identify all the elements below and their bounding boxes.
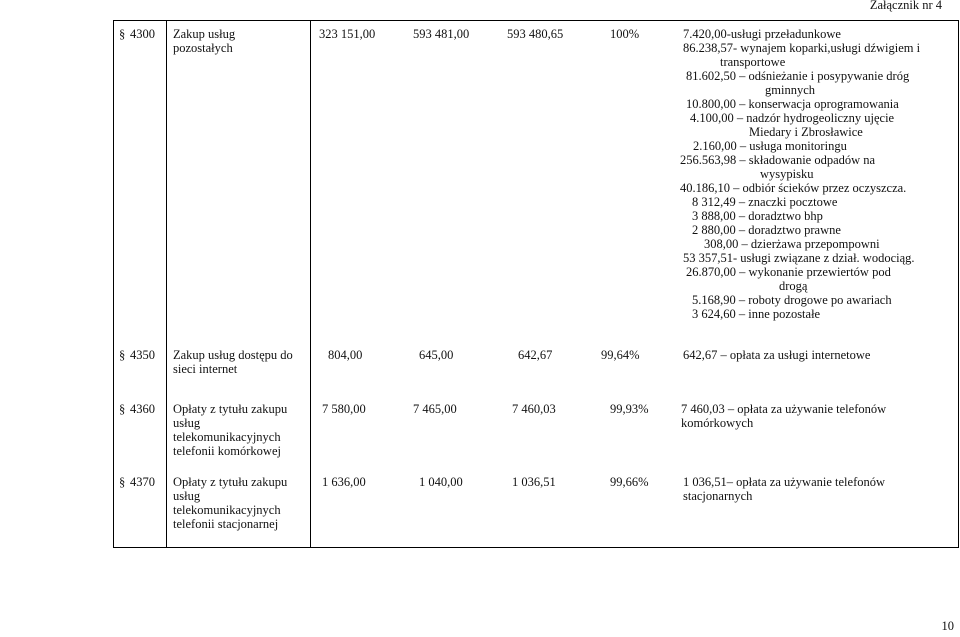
detail-line: 2.160,00 – usługa monitoringu [693, 139, 847, 153]
row-percent: 99,66% [610, 475, 649, 489]
row-percent: 100% [610, 27, 640, 41]
detail-line: 3 624,60 – inne pozostałe [692, 307, 821, 321]
detail-line: 308,00 – dzierżawa przepompowni [704, 237, 880, 251]
annex-label: Załącznik nr 4 [869, 0, 942, 12]
row-name: Zakup usług dostępu do sieci internet [173, 348, 293, 376]
detail-line: 642,67 – opłata za usługi internetowe [683, 348, 871, 362]
table-top-border [113, 20, 959, 21]
row-code: 4300 [130, 27, 155, 41]
row-name: Zakup usług pozostałych [173, 27, 236, 55]
row-after-changes: 645,00 [419, 348, 454, 362]
detail-line: 2 880,00 – doradztwo prawne [692, 223, 841, 237]
table-left-border [113, 20, 114, 548]
detail-line: 40.186,10 – odbiór ścieków przez oczyszcza. [680, 181, 907, 195]
row-after-changes: 1 040,00 [419, 475, 463, 489]
row-plan: 7 580,00 [322, 402, 366, 416]
page-number: 10 [941, 619, 954, 633]
row-marker: § [119, 27, 126, 41]
detail-line: 1 036,51– opłata za używanie telefonów [683, 475, 886, 489]
table-bottom-border [113, 547, 959, 548]
row-plan: 804,00 [328, 348, 363, 362]
row-after-changes: 7 465,00 [413, 402, 457, 416]
row-executed: 1 036,51 [512, 475, 556, 489]
row-marker: § [119, 402, 126, 416]
row-marker: § [119, 475, 126, 489]
row-marker: § [119, 348, 126, 362]
column-divider-2 [310, 20, 311, 548]
detail-line: 7.420,00-usługi przeładunkowe [683, 27, 841, 41]
detail-line: drogą [779, 279, 808, 293]
detail-line: gminnych [765, 83, 815, 97]
row-name: Opłaty z tytułu zakupu usług telekomunikacyjnych telefonii stacjonarnej [173, 475, 288, 531]
detail-line: 8 312,49 – znaczki pocztowe [692, 195, 838, 209]
detail-line: stacjonarnych [683, 489, 753, 503]
detail-line: 86.238,57- wynajem koparki,usługi dźwigiem i [683, 41, 921, 55]
detail-line: 4.100,00 – nadzór hydrogeoliczny ujęcie [690, 111, 895, 125]
row-executed: 593 480,65 [507, 27, 564, 41]
detail-line: Miedary i Zbrosławice [749, 125, 863, 139]
column-divider-1 [166, 20, 167, 548]
row-code: 4370 [130, 475, 155, 489]
detail-line: 81.602,50 – odśnieżanie i posypywanie dróg [686, 69, 910, 83]
detail-line: komórkowych [681, 416, 754, 430]
detail-line: 7 460,03 – opłata za używanie telefonów [681, 402, 887, 416]
row-percent: 99,93% [610, 402, 649, 416]
detail-line: transportowe [720, 55, 786, 69]
row-plan: 323 151,00 [319, 27, 376, 41]
row-percent: 99,64% [601, 348, 640, 362]
detail-line: 53 357,51- usługi związane z dział. wodociąg. [683, 251, 915, 265]
detail-line: 256.563,98 – składowanie odpadów na [680, 153, 876, 167]
row-code: 4360 [130, 402, 155, 416]
row-code: 4350 [130, 348, 155, 362]
row-after-changes: 593 481,00 [413, 27, 470, 41]
detail-line: 26.870,00 – wykonanie przewiertów pod [686, 265, 891, 279]
row-executed: 642,67 [518, 348, 553, 362]
row-plan: 1 636,00 [322, 475, 366, 489]
detail-line: 3 888,00 – doradztwo bhp [692, 209, 823, 223]
row-executed: 7 460,03 [512, 402, 556, 416]
detail-line: wysypisku [760, 167, 814, 181]
detail-line: 5.168,90 – roboty drogowe po awariach [692, 293, 892, 307]
table-right-border [958, 20, 959, 548]
row-name: Opłaty z tytułu zakupu usług telekomunikacyjnych telefonii komórkowej [173, 402, 288, 458]
detail-line: 10.800,00 – konserwacja oprogramowania [686, 97, 899, 111]
